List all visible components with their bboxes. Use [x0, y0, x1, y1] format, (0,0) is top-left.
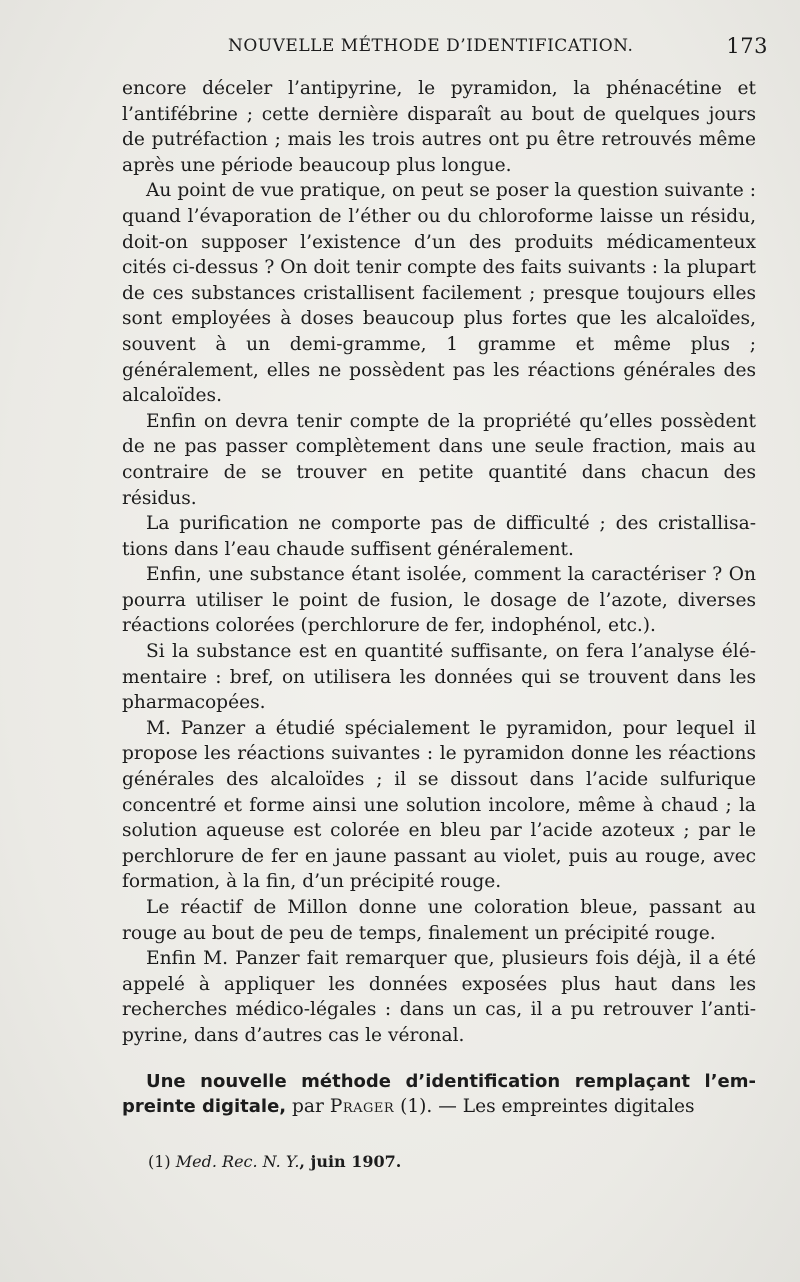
paragraph: Enfin, une substance étant isolée, comment la caractériser ? On pourra utiliser le point de fusion, le dosage de l’azote, diverses réactions colorées (perchlorure de fer, indophénol, etc.). — [122, 564, 756, 637]
footnote-marker: (1) — [148, 1152, 176, 1171]
section-start: Les empreintes digitales — [462, 1096, 695, 1118]
section-ref: (1). — — [394, 1096, 463, 1118]
section-author: Prager — [329, 1096, 395, 1118]
body-text — [122, 76, 756, 1120]
footnote-date: , juin 1907. — [299, 1152, 402, 1171]
footnote-source: Med. Rec. N. Y. — [175, 1152, 300, 1171]
paragraph: M. Panzer a étudié spécialement le pyramidon, pour lequel il propose les réactions suivantes : le pyramidon donne les réactions générales des alcaloïdes ; il se dissout dans l’acide sulfurique concentré et forme ainsi une solution incolore, même à chaud ; la solution aqueuse est colorée en bleu par l’acide azoteux ; par le perchlorure de fer en jaune passant au violet, puis au rouge, avec formation, à la fin, d’un précipité rouge. — [122, 717, 756, 893]
section-by: par — [286, 1096, 330, 1118]
paragraph: La purification ne comporte pas de difficulté ; des cristallisations dans l’eau chaude suffisent généralement. — [122, 513, 756, 560]
paragraph: Le réactif de Millon donne une coloration bleue, passant au rouge au bout de peu de temps, finalement un précipité rouge. — [122, 897, 756, 944]
paragraph: Au point de vue pratique, on peut se poser la question suivante : quand l’évaporation de l’éther ou du chloroforme laisse un résidu, doit-on supposer l’existence d’un des produits médicamenteux cités ci-dessus ? On doit tenir compte des faits suivants : la plupart de ces substances cristallisent facilement ; presque toujours elles sont employées à doses beaucoup plus fortes que les alcaloïdes, souvent à un demi-gramme, 1 gramme et même plus ; généralement, elles ne possèdent pas les réactions générales des alcaloïdes. — [122, 180, 756, 407]
section-title: Une nouvelle méthode d’identification remplaçant l’empreinte digitale, — [122, 1070, 756, 1118]
footnote — [148, 1152, 748, 1171]
section-paragraph — [122, 1069, 756, 1120]
paragraph: Enfin on devra tenir compte de la propriété qu’elles possèdent de ne pas passer complètement dans une seule fraction, mais au contraire de se trouver en petite quantité dans chacun des résidus. — [122, 410, 756, 509]
paragraph: Enfin M. Panzer fait remarquer que, plusieurs fois déjà, il a été appelé à appliquer les données exposées plus haut dans les recherches médico-légales : dans un cas, il a pu retrouver l’antipyrine, dans d’autres cas le véronal. — [122, 948, 756, 1046]
running-header — [228, 36, 768, 64]
page-number: 173 — [726, 34, 768, 58]
running-title: NOUVELLE MÉTHODE D’IDENTIFICATION. — [228, 36, 634, 56]
paragraph: Si la substance est en quantité suffisante, on fera l’analyse élémentaire : bref, on utilisera les données qui se trouvent dans les pharmacopées. — [122, 641, 756, 714]
paragraph: encore déceler l’antipyrine, le pyramidon, la phénacétine et l’antifébrine ; cette dernière disparaît au bout de quelques jours de putréfaction ; mais les trois autres ont pu être retrouvés même après une période beaucoup plus longue. — [122, 78, 756, 176]
